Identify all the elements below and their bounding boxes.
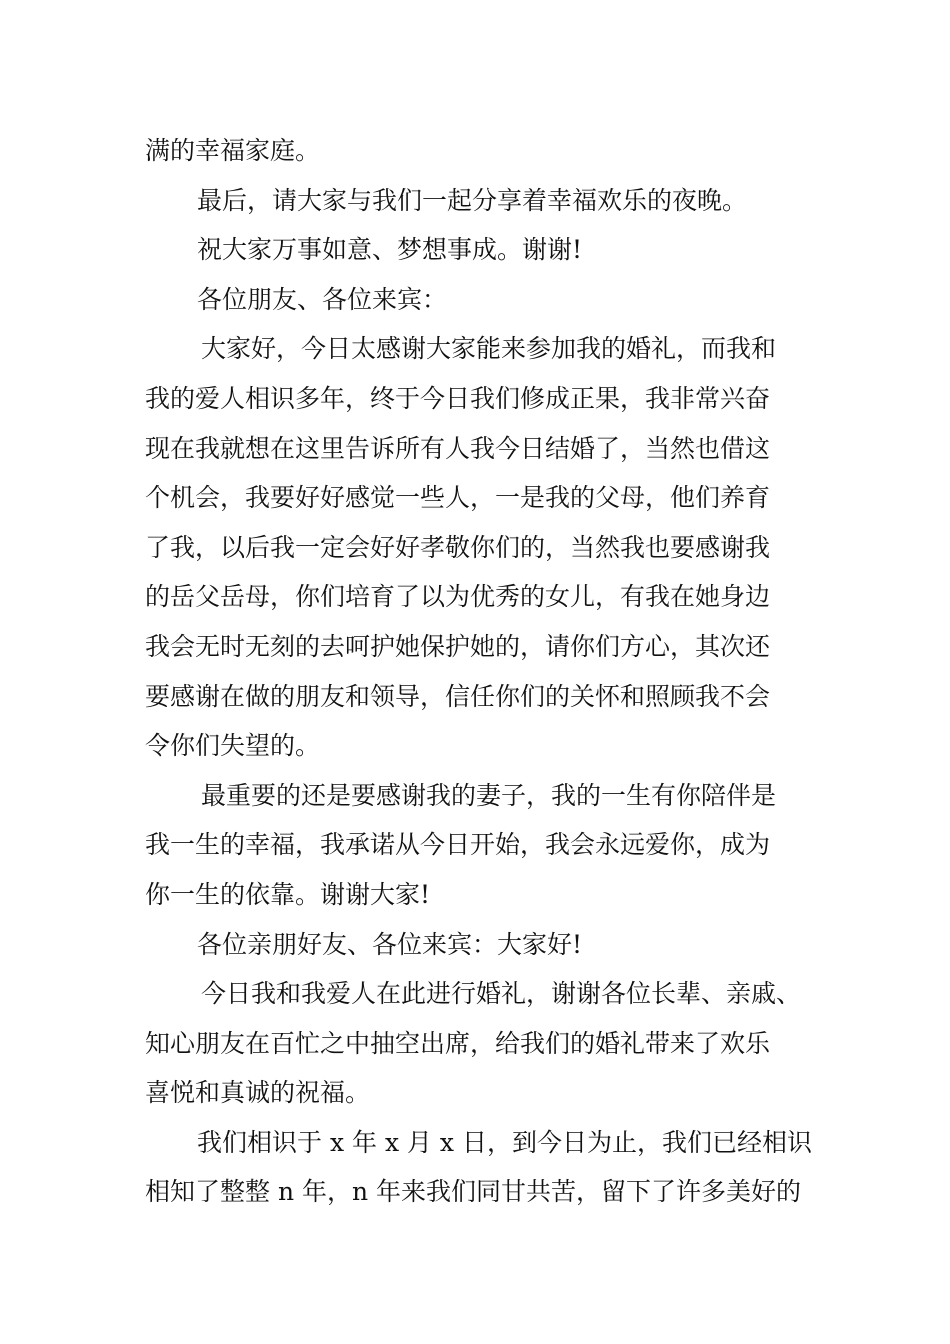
text-line: 相知了整整 n 年，n 年来我们同甘共苦，留下了许多美好的 bbox=[145, 1177, 802, 1207]
text-line: 知心朋友在百忙之中抽空出席，给我们的婚礼带来了欢乐 bbox=[145, 1028, 771, 1058]
text-line: 今日我和我爱人在此进行婚礼，谢谢各位长辈、亲戚、 bbox=[201, 979, 802, 1009]
text-line: 满的幸福家庭。 bbox=[145, 136, 321, 165]
text-line: 祝大家万事如意、梦想事成。谢谢! bbox=[197, 235, 583, 265]
text-line: 现在我就想在这里告诉所有人我今日结婚了，当然也借这 bbox=[145, 433, 771, 463]
text-line: 大家好，今日太感谢大家能来参加我的婚礼，而我和 bbox=[201, 334, 777, 364]
text-line: 我的爱人相识多年，终于今日我们修成正果，我非常兴奋 bbox=[145, 383, 771, 413]
text-line: 的岳父岳母，你们培育了以为优秀的女儿，有我在她身边 bbox=[145, 582, 771, 612]
text-line: 最后，请大家与我们一起分享着幸福欢乐的夜晚。 bbox=[197, 185, 748, 215]
text-line: 各位朋友、各位来宾： bbox=[197, 284, 448, 314]
text-line: 我们相识于 x 年 x 月 x 日，到今日为止，我们已经相识 bbox=[197, 1127, 812, 1157]
text-line: 喜悦和真诚的祝福。 bbox=[145, 1078, 371, 1108]
text-line: 要感谢在做的朋友和领导，信任你们的关怀和照顾我不会 bbox=[145, 681, 771, 711]
text-line: 最重要的还是要感谢我的妻子，我的一生有你陪伴是 bbox=[201, 780, 777, 810]
text-line: 令你们失望的。 bbox=[145, 731, 321, 761]
text-line: 你一生的依靠。谢谢大家! bbox=[145, 879, 431, 909]
text-line: 了我，以后我一定会好好孝敬你们的，当然我也要感谢我 bbox=[145, 532, 771, 562]
text-line: 个机会，我要好好感觉一些人，一是我的父母，他们养育 bbox=[145, 483, 771, 513]
text-line: 我一生的幸福，我承诺从今日开始，我会永远爱你，成为 bbox=[145, 830, 771, 860]
text-line: 我会无时无刻的去呵护她保护她的，请你们方心，其次还 bbox=[145, 631, 771, 661]
document-body bbox=[145, 126, 825, 1217]
text-line: 各位亲朋好友、各位来宾：大家好! bbox=[197, 929, 583, 959]
